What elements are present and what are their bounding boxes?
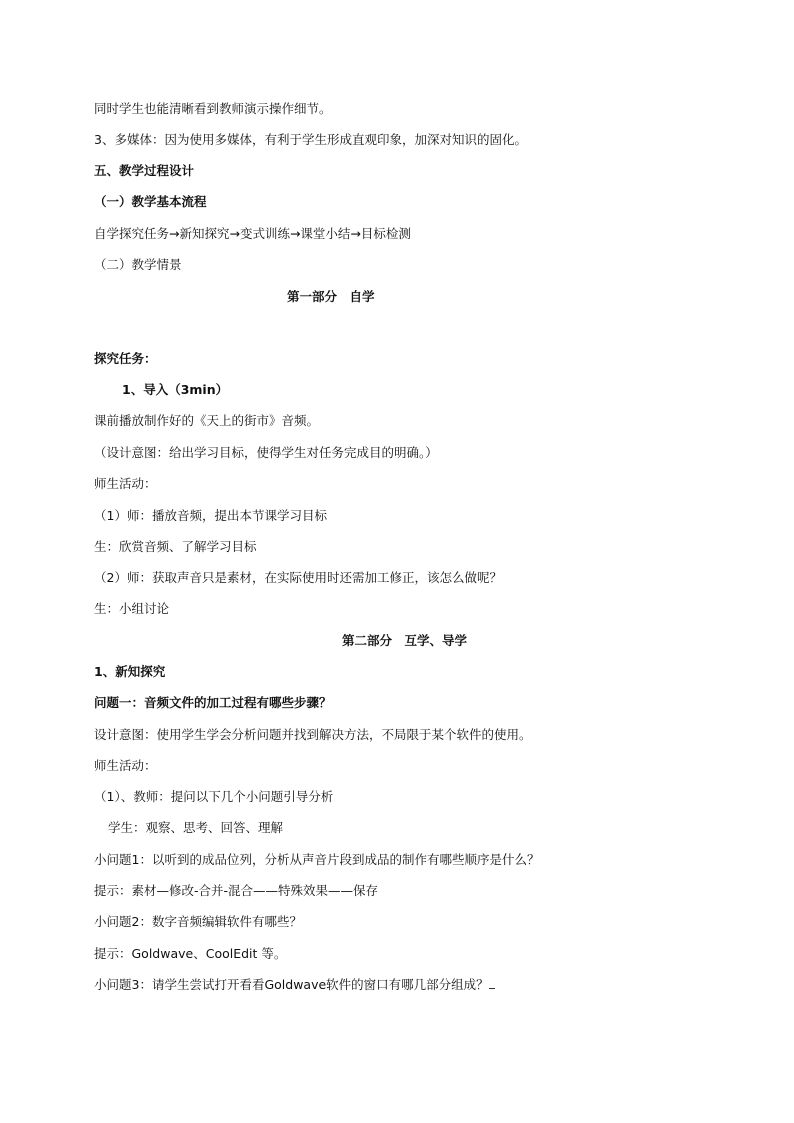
paragraph-audio: 课前播放制作好的《天上的街市》音频。 <box>94 413 320 428</box>
intro-heading: 1、导入（3min） <box>122 382 229 397</box>
student-step-1: 生：欣赏音频、了解学习目标 <box>94 539 257 554</box>
new-knowledge-heading: 1、新知探究 <box>94 664 166 679</box>
paragraph-continuation: 同时学生也能清晰看到教师演示操作细节。 <box>94 101 332 116</box>
part-one-heading: 第一部分 自学 <box>287 289 375 304</box>
small-question-3 <box>94 977 495 993</box>
flow-line: 自学探究任务→新知探究→变式训练→课堂小结→目标检测 <box>94 226 411 241</box>
underline-mark <box>489 978 495 989</box>
part-two-heading: 第二部分 互学、导学 <box>342 633 468 648</box>
subheading-1: （一）教学基本流程 <box>94 194 207 209</box>
small-question-2: 小问题2：数字音频编辑软件有哪些？ <box>94 914 302 929</box>
activity-label-1: 师生活动： <box>94 476 157 491</box>
activity-step-1: （1）师：播放音频，提出本节课学习目标 <box>94 508 327 523</box>
student-step-2: 生：小组讨论 <box>94 601 170 616</box>
small-question-1: 小问题1：以听到的成品位列，分析从声音片段到成品的制作有哪些顺序是什么？ <box>94 852 540 867</box>
design-intent-2: 设计意图：使用学生学会分析问题并找到解决方法，不局限于某个软件的使用。 <box>94 727 532 742</box>
hint-2: 提示：Goldwave、CoolEdit 等。 <box>94 946 287 961</box>
activity-step-2: （2）师：获取声音只是素材，在实际使用时还需加工修正，该怎么做呢？ <box>94 570 502 585</box>
subheading-2: （二）教学情景 <box>94 257 182 272</box>
paragraph-multimedia: 3、多媒体：因为使用多媒体，有利于学生形成直观印象，加深对知识的固化。 <box>94 132 527 147</box>
hint-1: 提示：素材—修改-合并-混合——特殊效果——保存 <box>94 883 379 898</box>
question-one: 问题一：音频文件的加工过程有哪些步骤？ <box>94 695 332 710</box>
small-question-3-text: 小问题3：请学生尝试打开看看Goldwave软件的窗口有哪几部分组成？ <box>94 977 489 992</box>
section-heading-5: 五、教学过程设计 <box>94 163 195 178</box>
design-intent-1: （设计意图：给出学习目标，使得学生对任务完成目的明确。） <box>94 445 438 460</box>
task-heading: 探究任务： <box>94 351 157 366</box>
teacher-step: （1）、教师：提问以下几个小问题引导分析 <box>94 789 334 804</box>
activity-label-2: 师生活动： <box>94 758 157 773</box>
student-step: 学生：观察、思考、回答、理解 <box>108 820 284 835</box>
